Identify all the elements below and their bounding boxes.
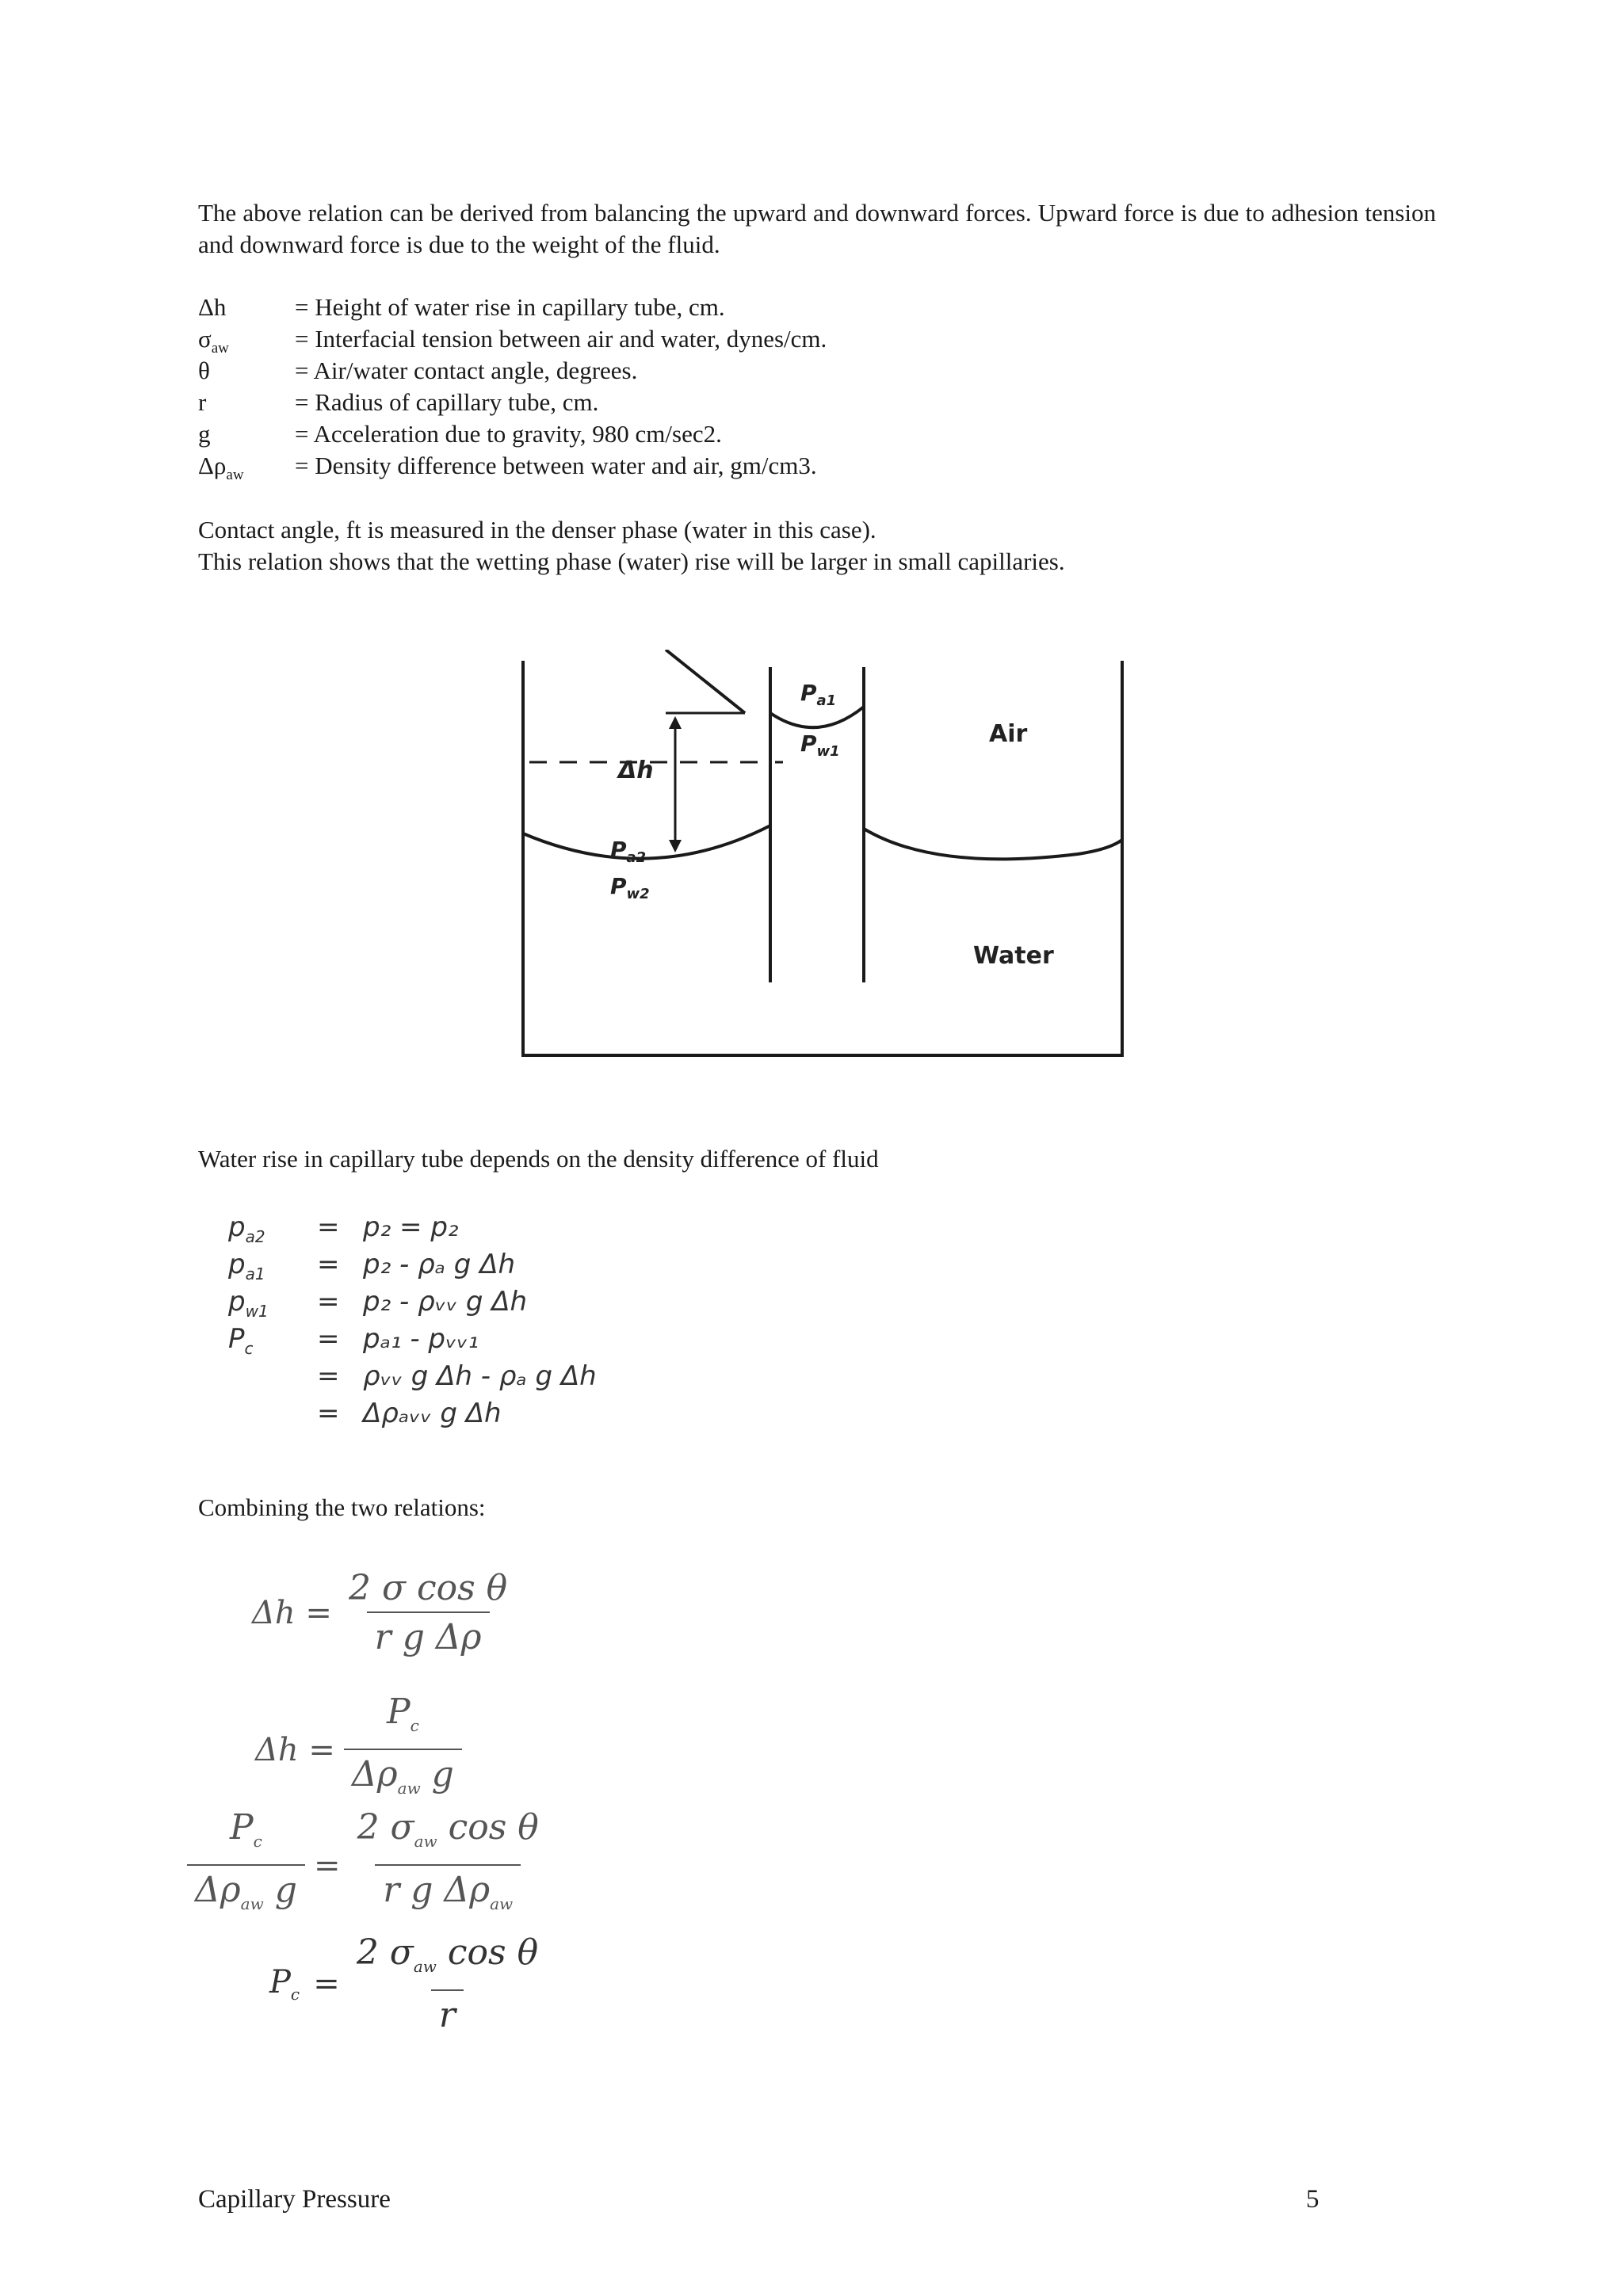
definition-row xyxy=(198,450,827,482)
definition-row xyxy=(198,387,827,418)
def-symbol-r: r xyxy=(198,388,207,416)
def-symbol-drho: $\Delta\rho_{aw}$ xyxy=(198,452,244,484)
label-pw2: $P_{w2}$ xyxy=(610,873,650,902)
equation-pc-over-drho: $\frac{P_c}{\Delta\rho_{aw} g}$ = $\frac{2 \sigma_{aw} \cos \theta}{r g \Delta\rho_{aw}}$ xyxy=(187,1808,547,1924)
equation-row: $P_c$ = pₐ₁ - pᵥᵥ₁ xyxy=(228,1323,479,1358)
top-reference-line xyxy=(666,650,745,713)
combining-paragraph: Combining the two relations: xyxy=(198,1493,486,1521)
wetting-paragraph: This relation shows that the wetting phase (water) rise will be larger in small capillaries. xyxy=(198,547,1065,575)
right-water-meniscus xyxy=(864,829,1122,859)
definition-row xyxy=(198,355,827,387)
dh-arrow-up xyxy=(669,716,682,729)
equation-dh-full: Δh = $\frac{\text{2 σ cos θ}}{\text{r g Δρ}}$ xyxy=(252,1568,508,1657)
pressure-equations xyxy=(228,1209,597,1432)
capillary-tube-diagram xyxy=(475,650,1157,1062)
def-text-dh: = Height of water rise in capillary tube, cm. xyxy=(295,293,725,321)
equation-row: $p_{a2}$ = p₂ = p₂ xyxy=(228,1211,459,1246)
tube-meniscus xyxy=(770,707,864,727)
definition-row xyxy=(198,418,827,450)
footer-page-number: 5 xyxy=(1306,2185,1319,2214)
equation-pc-final: $P_c$ = $\frac{2 \sigma_{aw} \cos \theta}{r}$ xyxy=(269,1932,539,2035)
label-pw1: $P_{w1}$ xyxy=(800,730,840,760)
footer-title: Capillary Pressure xyxy=(198,2185,391,2214)
label-dh: Δh xyxy=(618,757,654,784)
label-pa2: $P_{a2}$ xyxy=(610,837,647,866)
left-water-meniscus xyxy=(523,826,770,859)
def-text-theta: = Air/water contact angle, degrees. xyxy=(295,357,638,384)
def-text-g: = Acceleration due to gravity, 980 cm/sec2. xyxy=(295,420,722,448)
equation-row: $p_{w1}$ = p₂ - ρᵥᵥ g Δh xyxy=(228,1286,528,1321)
def-symbol-g: g xyxy=(198,420,211,448)
equation-row: = ρᵥᵥ g Δh - ρₐ g Δh xyxy=(317,1360,597,1392)
intro-paragraph: The above relation can be derived from balancing the upward and downward forces. Upward force is due to adhesion tension and downward force is due to the weight of the fluid. xyxy=(198,199,1436,258)
definition-row xyxy=(198,292,827,323)
def-symbol-sigma: $\sigma_{aw}$ xyxy=(198,325,229,357)
equation-row: = Δρₐᵥᵥ g Δh xyxy=(317,1398,502,1429)
label-pa1: $P_{a1}$ xyxy=(800,680,837,709)
symbol-definitions xyxy=(198,292,827,482)
label-water: Water xyxy=(973,942,1054,970)
contact-angle-paragraph: Contact angle, ft is measured in the denser phase (water in this case). xyxy=(198,516,876,543)
def-text-r: = Radius of capillary tube, cm. xyxy=(295,388,599,416)
label-air: Air xyxy=(989,720,1028,748)
equation-row: $p_{a1}$ = p₂ - ρₐ g Δh xyxy=(228,1249,515,1283)
equation-dh-pc: Δh = $\frac{P_c}{\Delta\rho_{aw} g}$ xyxy=(255,1692,462,1808)
def-text-sigma: = Interfacial tension between air and water, dynes/cm. xyxy=(295,325,827,353)
def-symbol-theta: θ xyxy=(198,357,210,384)
def-symbol-dh: Δh xyxy=(198,293,227,321)
water-rise-paragraph: Water rise in capillary tube depends on the density difference of fluid xyxy=(198,1145,879,1173)
def-text-drho: = Density difference between water and air, gm/cm3. xyxy=(295,452,817,479)
dh-arrow-down xyxy=(669,840,682,852)
definition-row xyxy=(198,323,827,355)
